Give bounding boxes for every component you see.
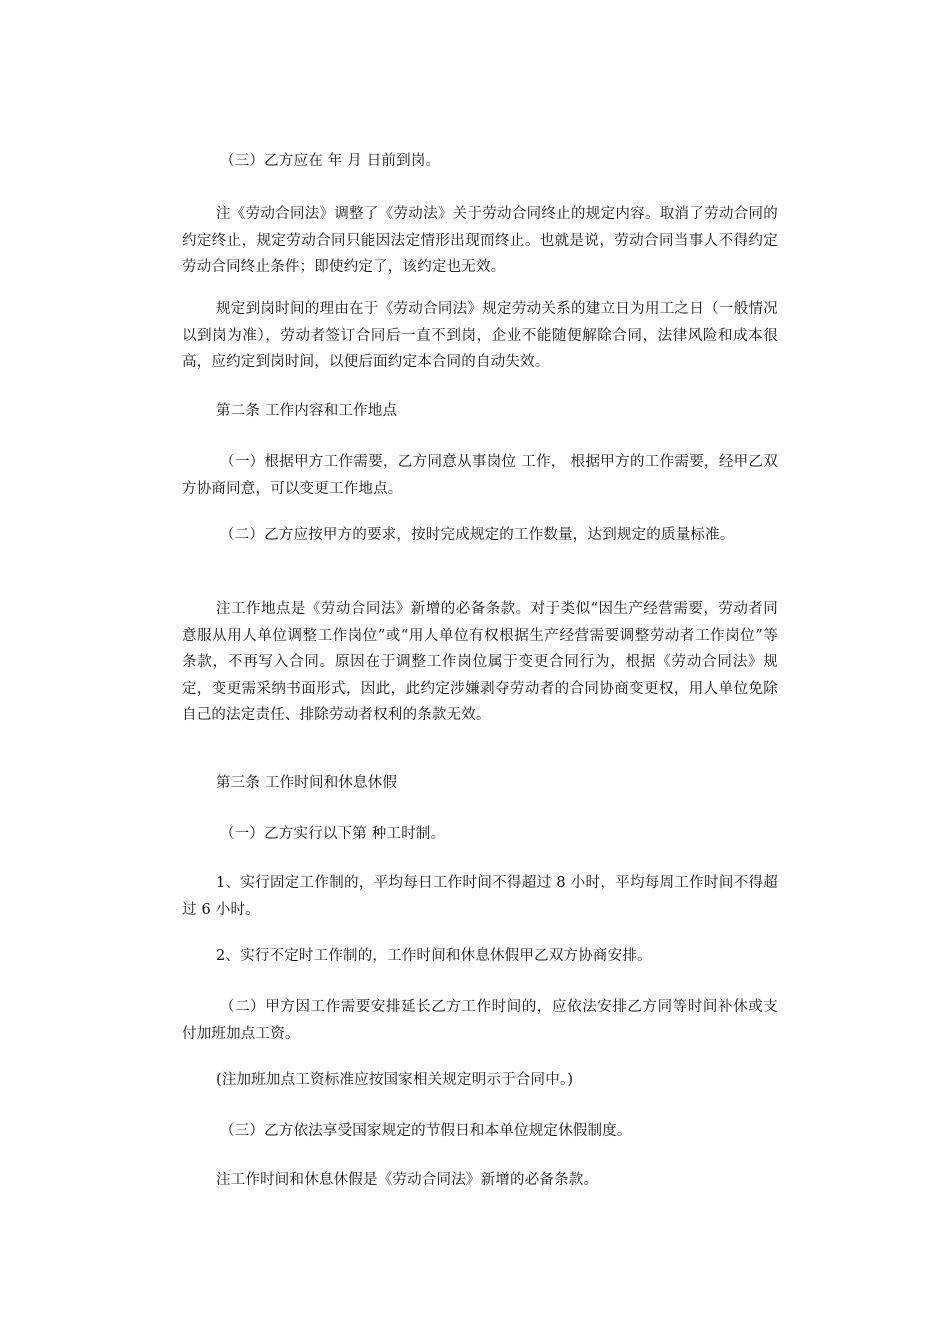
paragraph-fixed-hours: 1、实行固定工作制的，平均每日工作时间不得超过 8 小时，平均每周工作时间不得超过 6 小时。 [182, 875, 778, 918]
paragraph-overtime-note: (注加班加点工资标准应按国家相关规定明示于合同中。) [216, 1072, 574, 1088]
paragraph-work-quantity: （二）乙方应按甲方的要求，按时完成规定的工作数量，达到规定的质量标准。 [220, 527, 735, 543]
paragraph-note-termination: 注《劳动合同法》调整了《劳动法》关于劳动合同终止的规定内容。取消了劳动合同的约定终止，规定劳动合同只能因法定情形出现而终止。也就是说，劳动合同当事人不得约定劳动合同终止条件；即使约定了，该约定也无效。 [182, 206, 778, 275]
article-2-heading: 第二条 工作内容和工作地点 [216, 403, 398, 419]
paragraph-overtime: （二）甲方因工作需要安排延长乙方工作时间的，应依法安排乙方同等时间补休或支付加班加点工资。 [182, 999, 778, 1042]
paragraph-flexible-hours: 2、实行不定时工作制的，工作时间和休息休假甲乙双方协商安排。 [216, 948, 652, 964]
article-3-heading: 第三条 工作时间和休息休假 [216, 775, 398, 791]
paragraph-arrival-reason: 规定到岗时间的理由在于《劳动合同法》规定劳动关系的建立日为用工之日（一般情况以到岗为准），劳动者签订合同后一直不到岗，企业不能随便解除合同，法律风险和成本很高，应约定到岗时间，以便后面约定本合同的自动失效。 [182, 301, 778, 370]
paragraph-note-workplace: 注工作地点是《劳动合同法》新增的必备条款。对于类似“因生产经营需要，劳动者同意服从用人单位调整工作岗位”或“用人单位有权根据生产经营需要调整劳动者工作岗位”等条款，不再写入合同。原因在于调整工作岗位属于变更合同行为，根据《劳动合同法》规定，变更需采纳书面形式，因此，此约定涉嫌剥夺劳动者的合同协商变更权，用人单位免除自己的法定责任、排除劳动者权利的条款无效。 [182, 601, 778, 723]
paragraph-note-rest: 注工作时间和休息休假是《劳动合同法》新增的必备条款。 [216, 1172, 599, 1188]
paragraph-work-hour-system: （一）乙方实行以下第 种工时制。 [220, 826, 446, 842]
paragraph-holidays: （三）乙方依法享受国家规定的节假日和本单位规定休假制度。 [220, 1123, 632, 1139]
paragraph-job-content: （一）根据甲方工作需要，乙方同意从事岗位 工作， 根据甲方的工作需要，经甲乙双方协商同意，可以变更工作地点。 [182, 454, 778, 497]
paragraph-arrival-date: （三）乙方应在 年 月 日前到岗。 [220, 153, 441, 169]
